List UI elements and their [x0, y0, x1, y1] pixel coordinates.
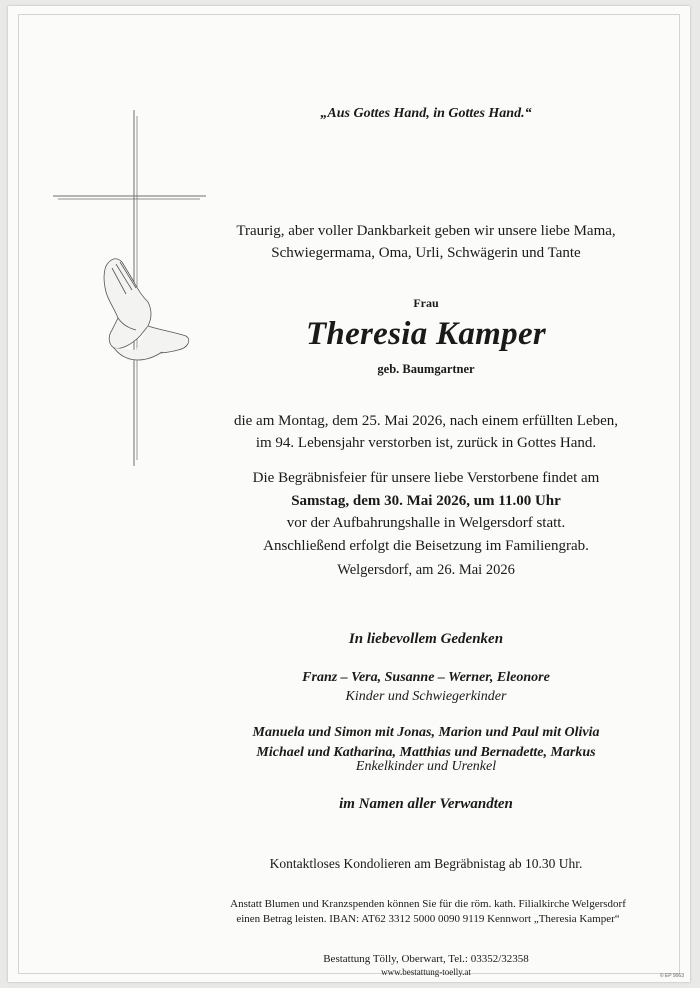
- place-date: Welgersdorf, am 26. Mai 2026: [337, 562, 515, 578]
- deceased-name: Theresia Kamper: [305, 316, 547, 352]
- memory-heading: In liebevollem Gedenken: [348, 631, 504, 647]
- salutation: Frau: [413, 296, 439, 310]
- condolence-note: Kontaktloses Kondolieren am Begräbnistag ab 10.30 Uhr.: [269, 856, 583, 871]
- grandchildren-relation: Enkelkinder und Urenkel: [355, 759, 497, 774]
- maiden-name: geb. Baumgartner: [377, 362, 475, 376]
- children-relation: Kinder und Schwiegerkinder: [345, 689, 507, 704]
- intro-text: [218, 220, 634, 264]
- donation-note: [198, 897, 658, 927]
- print-code: © EP 9063: [659, 973, 684, 979]
- funeral-line-1: Die Begräbnisfeier für unsere liebe Verstorbene findet am: [252, 470, 600, 486]
- cross-with-praying-hands: [48, 104, 208, 474]
- donation-line-2: einen Betrag leisten. IBAN: AT62 3312 5000 0090 9119 Kennwort „Theresia Kamper“: [236, 913, 620, 925]
- intro-line-1: Traurig, aber voller Dankbarkeit geben wir unsere liebe Mama,: [236, 223, 616, 239]
- praying-hands-icon: [104, 259, 189, 360]
- death-line-2: im 94. Lebensjahr verstorben ist, zurück in Gottes Hand.: [255, 435, 597, 451]
- donation-line-1: Anstatt Blumen und Kranzspenden können Sie für die röm. kath. Filialkirche Welgersdorf: [230, 898, 626, 910]
- relatives-line: im Namen aller Verwandten: [339, 796, 513, 812]
- undertaker-info: Bestattung Tölly, Oberwart, Tel.: 03352/32358: [323, 953, 529, 965]
- funeral-date: Samstag, dem 30. Mai 2026, um 11.00 Uhr: [291, 492, 561, 509]
- death-text: [218, 410, 634, 454]
- obituary-page: [8, 6, 690, 982]
- motto: „Aus Gottes Hand, in Gottes Hand.“: [320, 106, 532, 121]
- intro-line-2: Schwiegermama, Oma, Urli, Schwägerin und Tante: [271, 245, 581, 261]
- children-names: Franz – Vera, Susanne – Werner, Eleonore: [302, 670, 550, 685]
- grandchildren-line-2: Michael und Katharina, Matthias und Bernadette, Markus: [256, 745, 596, 760]
- grandchildren-names: [218, 723, 634, 763]
- funeral-line-3: vor der Aufbahrungshalle in Welgersdorf statt.: [286, 515, 566, 531]
- funeral-line-4: Anschließend erfolgt die Beisetzung im Familiengrab.: [263, 537, 589, 554]
- funeral-text: [218, 467, 634, 557]
- undertaker-website[interactable]: www.bestattung-toelly.at: [381, 967, 471, 977]
- grandchildren-line-1: Manuela und Simon mit Jonas, Marion und Paul mit Olivia: [252, 725, 600, 740]
- death-line-1: die am Montag, dem 25. Mai 2026, nach einem erfüllten Leben,: [233, 413, 619, 429]
